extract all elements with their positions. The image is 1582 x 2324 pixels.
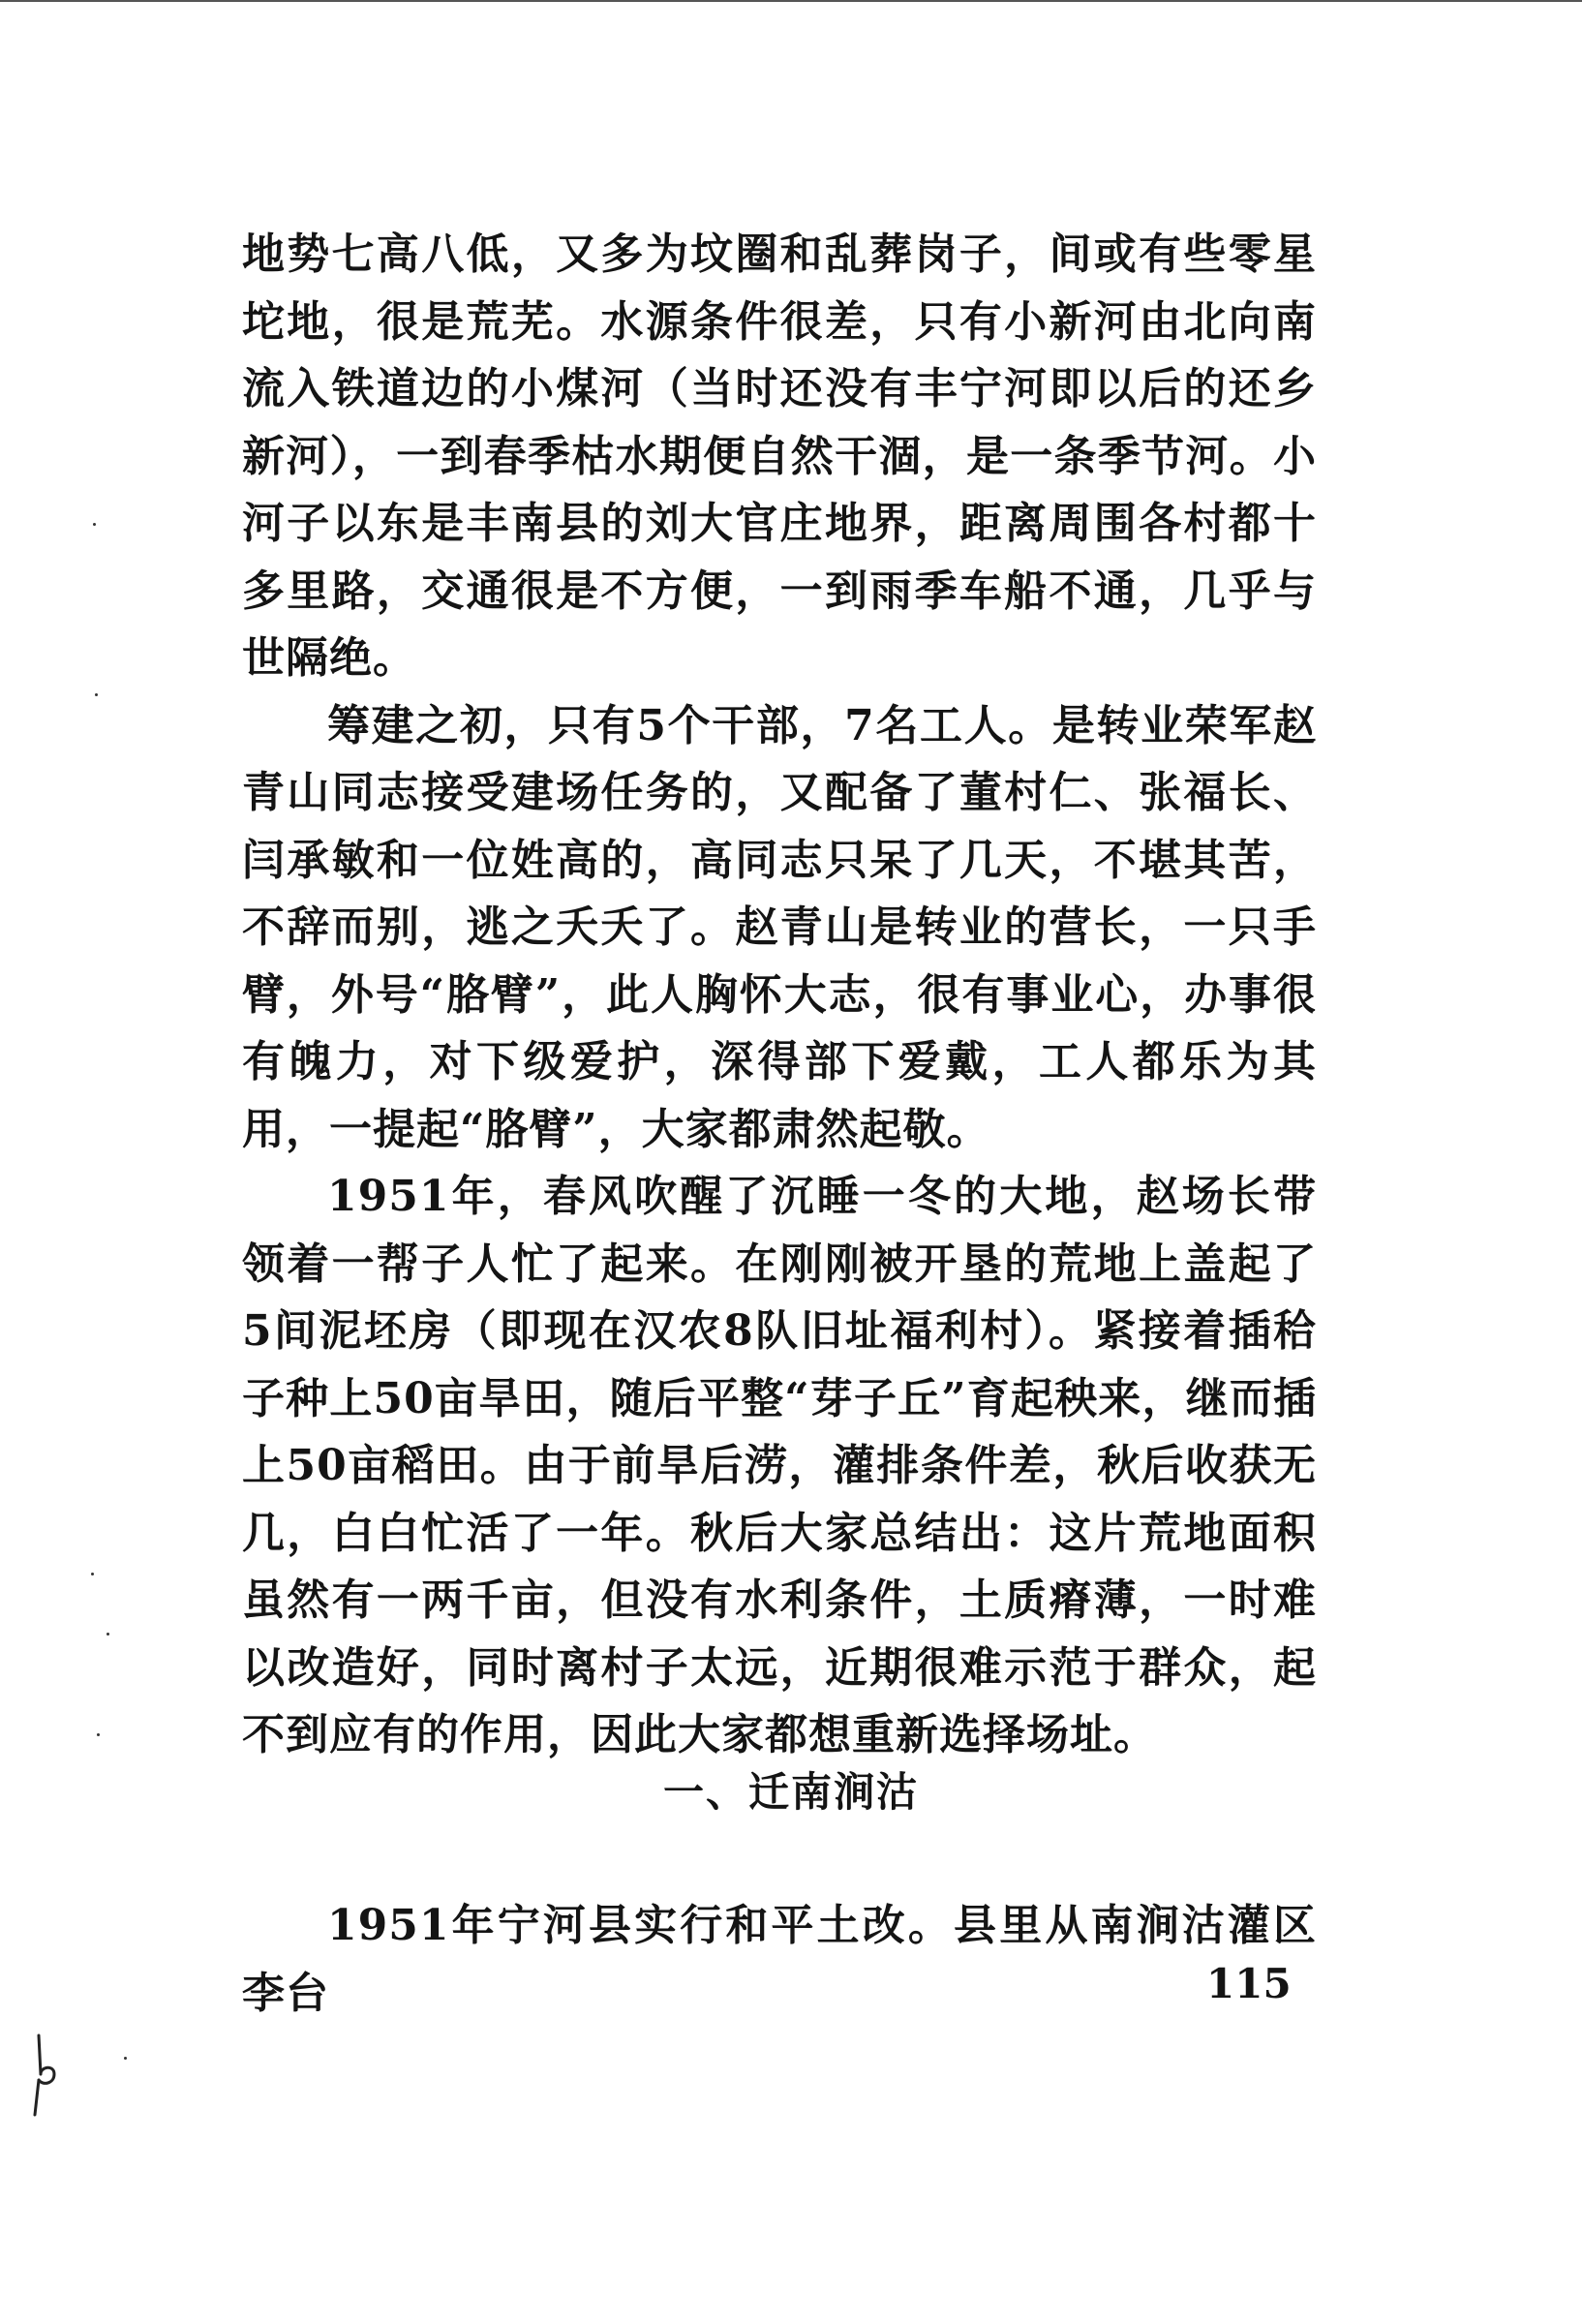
paragraph-2: 筹建之初，只有5个干部，7名工人。是转业荣军赵青山同志接受建场任务的，又配备了董村仁、张福长、闫承敏和一位姓高的，高同志只呆了几天，不堪其苦，不辞而别，逃之夭夭了。赵青山是转业的营长，一只手臂，外号“胳臂”，此人胸怀大志，很有事业心，办事很有魄力，对下级爱护，深得部下爱戴，工人都乐为其用，一提起“胳臂”，大家都肃然起敬。 <box>242 700 1317 1154</box>
paragraph-3: 1951年，春风吹醒了沉睡一冬的大地，赵场长带领着一帮子人忙了起来。在刚刚被开垦的荒地上盖起了5间泥坯房（即现在汉农8队旧址福利村）。紧接着插秴子种上50亩旱田，随后平整“芽子丘”育起秧来，继而插上50亩稻田。由于前旱后涝，灌排条件差，秋后收获无几，白白忙活了一年。秋后大家总结出：这片荒地面积虽然有一两千亩，但没有水利条件，土质瘠薄，一时难以改造好，同时离村子太远，近期很难示范于群众，起不到应有的作用，因此大家都想重新选择场址。 <box>242 1172 1317 1759</box>
body-text-continued <box>242 1892 1317 2027</box>
section-heading: 一、迁南涧沽 <box>662 1768 919 1816</box>
scan-speck <box>97 1733 100 1736</box>
body-text <box>242 221 1317 1769</box>
paragraph-1: 地势七高八低，又多为坟圈和乱葬岗子，间或有些零星坨地，很是荒芜。水源条件很差，只有小新河由北向南流入铁道边的小煤河（当时还没有丰宁河即以后的还乡新河），一到春季枯水期便自然干涸，是一条季节河。小河子以东是丰南县的刘大官庄地界，距离周围各村都十多里路，交通很是不方便，一到雨季车船不通，几乎与世隔绝。 <box>242 229 1317 683</box>
page-number: 115 <box>1206 1960 1292 2007</box>
scan-speck <box>93 523 96 526</box>
paragraph-4: 1951年宁河县实行和平土改。县里从南涧沽灌区李台 <box>242 1901 1317 2018</box>
scan-speck <box>95 693 98 696</box>
scan-speck <box>124 2057 127 2060</box>
scan-speck <box>91 1573 94 1575</box>
scan-speck <box>106 1633 109 1636</box>
page-top-rule <box>0 0 1582 2</box>
handwritten-margin-mark <box>25 2032 64 2119</box>
